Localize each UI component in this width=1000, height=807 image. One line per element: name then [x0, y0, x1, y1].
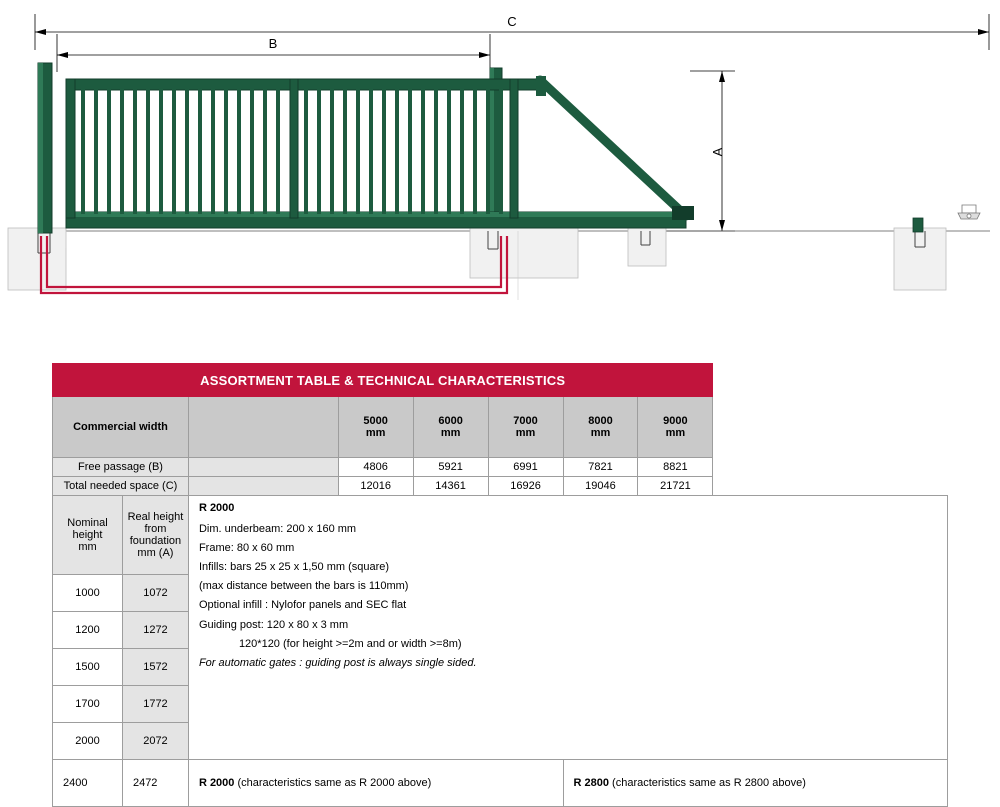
- commercial-width-blank: [188, 397, 338, 458]
- spec-indented-line: 120*120 (for height >=2m and or width >=8m): [238, 637, 462, 650]
- free-passage-0: 4806: [338, 458, 413, 477]
- total-space-2: 16926: [488, 477, 563, 496]
- footer-right: [563, 760, 948, 807]
- width-col-0: [338, 397, 413, 458]
- table-row: [53, 477, 948, 496]
- total-space-3: 19046: [563, 477, 638, 496]
- height-nominal-2: 1500: [53, 649, 123, 686]
- width-value-2: 7000: [513, 415, 538, 427]
- width-unit-3: mm: [590, 427, 611, 439]
- total-space-spacer: [713, 477, 948, 496]
- height-nominal-3: 1700: [53, 686, 123, 723]
- free-passage-3: 7821: [563, 458, 638, 477]
- width-value-1: 6000: [438, 415, 463, 427]
- width-unit-2: mm: [515, 427, 536, 439]
- total-space-1: 14361: [413, 477, 488, 496]
- table-banner: ASSORTMENT TABLE & TECHNICAL CHARACTERISTICS: [53, 364, 713, 397]
- spec-line-5: Guiding post: 120 x 80 x 3 mm: [198, 618, 349, 631]
- foundation-blocks: [8, 228, 946, 290]
- footer-left-bold: R 2000: [198, 777, 235, 789]
- spec-line-1: Frame: 80 x 60 mm: [198, 542, 295, 555]
- height-real-5: 2472: [122, 760, 188, 807]
- table-row: [53, 458, 948, 477]
- end-stop-detail: [958, 205, 980, 219]
- nominal-height-line-0: Nominal: [67, 517, 108, 529]
- row-label-free-passage: Free passage (B): [53, 458, 189, 477]
- free-passage-1: 5921: [413, 458, 488, 477]
- row-blank-free-passage: [188, 458, 338, 477]
- free-passage-2: 6991: [488, 458, 563, 477]
- nominal-height-header: [53, 496, 123, 575]
- footer-left-text: (characteristics same as R 2000 above): [237, 777, 432, 789]
- commercial-width-row: [53, 397, 948, 458]
- footer-left: [188, 760, 563, 807]
- height-header-row: [53, 496, 948, 575]
- table-footer-row: [53, 760, 948, 807]
- gate-leaf: [66, 76, 694, 228]
- guide-rail: [41, 236, 507, 293]
- height-nominal-1: 1200: [53, 612, 123, 649]
- width-unit-1: mm: [440, 427, 461, 439]
- real-height-line-3: mm (A): [137, 547, 174, 559]
- footer-right-text: (characteristics same as R 2800 above): [612, 777, 806, 789]
- height-real-3: 1772: [122, 686, 188, 723]
- spec-line-3: (max distance between the bars is 110mm): [198, 580, 409, 593]
- table-banner-row: [53, 364, 948, 397]
- construction-lines: [66, 231, 518, 300]
- spec-title: R 2000: [198, 502, 235, 514]
- total-space-0: 12016: [338, 477, 413, 496]
- width-col-2: [488, 397, 563, 458]
- dimension-label-c: C: [507, 14, 517, 29]
- gate-technical-drawing: [0, 0, 1000, 340]
- height-real-0: 1072: [122, 575, 188, 612]
- height-nominal-5: 2400: [53, 760, 123, 807]
- height-nominal-4: 2000: [53, 723, 123, 760]
- width-col-1: [413, 397, 488, 458]
- width-col-3: [563, 397, 638, 458]
- width-unit-0: mm: [365, 427, 386, 439]
- commercial-width-label: Commercial width: [53, 397, 189, 458]
- height-real-1: 1272: [122, 612, 188, 649]
- width-spacer: [713, 397, 948, 458]
- height-nominal-0: 1000: [53, 575, 123, 612]
- nominal-height-line-2: mm: [78, 541, 97, 553]
- catch-post: [913, 218, 923, 232]
- dimension-label-b: B: [268, 36, 278, 51]
- assortment-table-container: [52, 363, 948, 807]
- spec-line-0: Dim. underbeam: 200 x 160 mm: [198, 523, 357, 536]
- counterweight-triangle: [518, 76, 694, 220]
- nominal-height-line-1: height: [72, 529, 103, 541]
- free-passage-4: 8821: [638, 458, 713, 477]
- spec-italic-note: For automatic gates : guiding post is always single sided.: [198, 656, 477, 669]
- height-real-4: 2072: [122, 723, 188, 760]
- real-height-line-1: from: [144, 523, 167, 535]
- real-height-line-2: foundation: [129, 535, 182, 547]
- spec-line-4: Optional infill : Nylofor panels and SEC flat: [198, 599, 407, 612]
- dimension-label-a: A: [710, 147, 725, 157]
- row-blank-total-space: [188, 477, 338, 496]
- real-height-line-0: Real height: [127, 511, 184, 523]
- free-passage-spacer: [713, 458, 948, 477]
- width-unit-4: mm: [665, 427, 686, 439]
- height-real-2: 1572: [122, 649, 188, 686]
- total-space-4: 21721: [638, 477, 713, 496]
- assortment-table: [52, 363, 948, 807]
- width-value-0: 5000: [363, 415, 388, 427]
- guiding-post-left: [38, 63, 52, 233]
- footer-right-bold: R 2800: [573, 777, 609, 789]
- width-value-3: 8000: [588, 415, 613, 427]
- width-col-4: [638, 397, 713, 458]
- real-height-header: [122, 496, 188, 575]
- spec-text-block: [188, 496, 947, 760]
- banner-spacer: [713, 364, 948, 397]
- spec-line-2: Infills: bars 25 x 25 x 1,50 mm (square): [198, 561, 390, 574]
- row-label-total-space: Total needed space (C): [53, 477, 189, 496]
- width-value-4: 9000: [663, 415, 688, 427]
